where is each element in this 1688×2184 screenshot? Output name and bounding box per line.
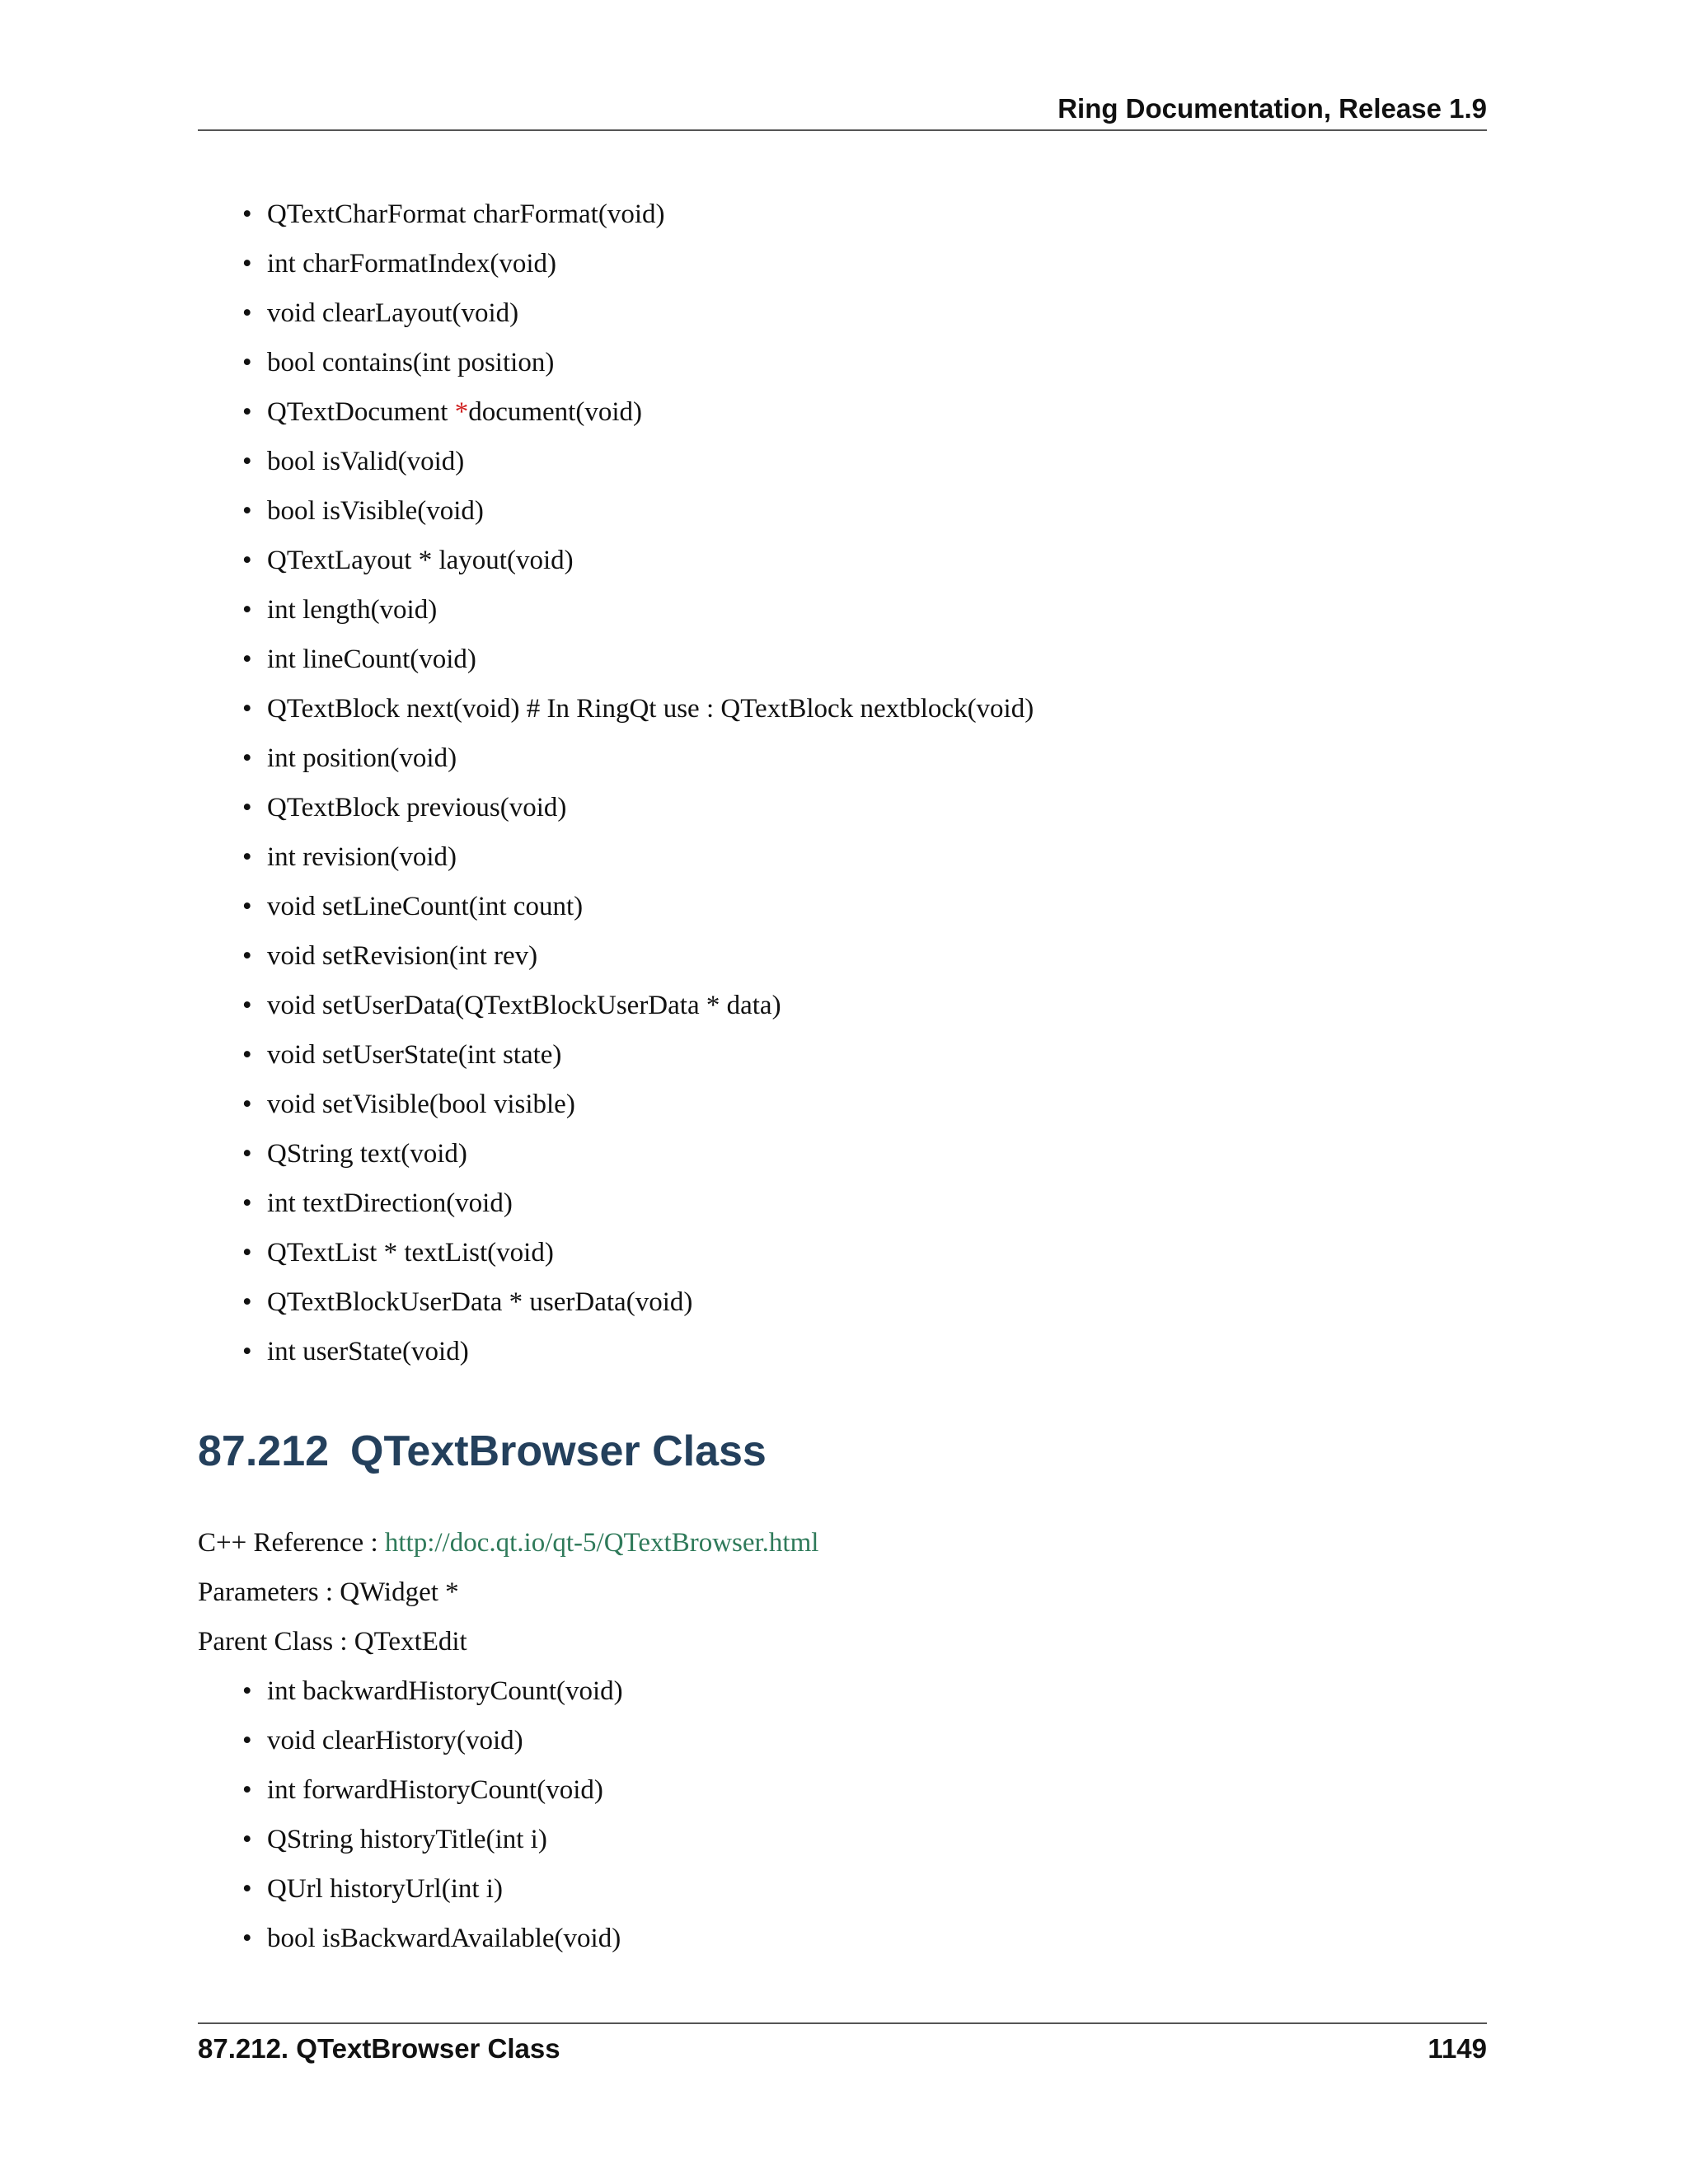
bullet-icon: • xyxy=(242,1337,252,1366)
footer-divider xyxy=(198,2022,1487,2024)
list-item-text: bool isValid(void) xyxy=(267,447,465,476)
list-item xyxy=(242,742,1479,791)
list-item-text: bool isVisible(void) xyxy=(267,496,484,526)
list-item-text: int userState(void) xyxy=(267,1337,469,1366)
bullet-icon: • xyxy=(242,1676,252,1706)
bullet-icon: • xyxy=(242,249,252,279)
list-item xyxy=(242,494,1479,544)
list-item-text: QString text(void) xyxy=(267,1139,467,1169)
bullet-icon: • xyxy=(242,546,252,575)
section-title: QTextBrowser Class xyxy=(350,1427,767,1475)
bullet-icon: • xyxy=(242,1775,252,1805)
section-number: 87.212 xyxy=(198,1427,330,1475)
bullet-icon: • xyxy=(242,892,252,921)
list-item-text: QTextDocument *document(void) xyxy=(267,397,642,427)
list-item xyxy=(242,1236,1479,1286)
list-item xyxy=(242,593,1479,643)
list-item xyxy=(242,1872,1479,1922)
bullet-icon: • xyxy=(242,793,252,823)
cpp-reference-link[interactable]: http://doc.qt.io/qt-5/QTextBrowser.html xyxy=(384,1528,819,1558)
section-heading xyxy=(198,1426,767,1477)
list-item xyxy=(242,940,1479,989)
bullet-icon: • xyxy=(242,644,252,674)
bullet-icon: • xyxy=(242,1090,252,1119)
list-item xyxy=(242,1675,1479,1724)
list-item xyxy=(242,1922,1479,1971)
list-item-text: void clearHistory(void) xyxy=(267,1726,523,1755)
bullet-icon: • xyxy=(242,348,252,377)
list-item xyxy=(242,396,1479,445)
bullet-icon: • xyxy=(242,1924,252,1953)
list-item-text: bool contains(int position) xyxy=(267,348,555,377)
list-item-text: QTextBlock previous(void) xyxy=(267,793,567,823)
list-item xyxy=(242,692,1479,742)
page-number: 1149 xyxy=(1428,2033,1487,2064)
list-item-text: void setRevision(int rev) xyxy=(267,941,538,971)
list-item xyxy=(242,297,1479,346)
list-item xyxy=(242,544,1479,593)
header-divider xyxy=(198,129,1487,131)
bullet-icon: • xyxy=(242,694,252,724)
list-item xyxy=(242,445,1479,494)
bullet-icon: • xyxy=(242,1139,252,1169)
method-list-qtextblock xyxy=(242,198,1479,1385)
list-item-text: int forwardHistoryCount(void) xyxy=(267,1775,603,1805)
bullet-icon: • xyxy=(242,298,252,328)
list-item xyxy=(242,1335,1479,1385)
list-item-text: int textDirection(void) xyxy=(267,1188,513,1218)
list-item-text: void setUserData(QTextBlockUserData * data) xyxy=(267,991,781,1020)
list-item-text: QTextCharFormat charFormat(void) xyxy=(267,199,665,229)
bullet-icon: • xyxy=(242,447,252,476)
list-item-text: int lineCount(void) xyxy=(267,644,476,674)
bullet-icon: • xyxy=(242,1287,252,1317)
cpp-reference-label: C++ Reference : xyxy=(198,1528,385,1558)
list-item xyxy=(242,346,1479,396)
list-item-text: int charFormatIndex(void) xyxy=(267,249,556,279)
bullet-icon: • xyxy=(242,941,252,971)
method-list-qtextbrowser xyxy=(242,1675,1479,1971)
list-item-text: int backwardHistoryCount(void) xyxy=(267,1676,623,1706)
parameters-line: Parameters : QWidget * xyxy=(198,1577,459,1607)
bullet-icon: • xyxy=(242,1726,252,1755)
list-item-text: QTextBlockUserData * userData(void) xyxy=(267,1287,693,1317)
parent-class-line: Parent Class : QTextEdit xyxy=(198,1627,467,1657)
bullet-icon: • xyxy=(242,1825,252,1854)
bullet-icon: • xyxy=(242,1238,252,1268)
list-item-text: QString historyTitle(int i) xyxy=(267,1825,547,1854)
list-item-text: QTextList * textList(void) xyxy=(267,1238,554,1268)
list-item-text: bool isBackwardAvailable(void) xyxy=(267,1924,621,1953)
list-item xyxy=(242,1724,1479,1774)
list-item-text: int length(void) xyxy=(267,595,438,625)
list-item-text: int revision(void) xyxy=(267,842,457,872)
list-item xyxy=(242,1187,1479,1236)
list-item-text: QUrl historyUrl(int i) xyxy=(267,1874,503,1904)
list-item xyxy=(242,247,1479,297)
bullet-icon: • xyxy=(242,199,252,229)
list-item xyxy=(242,791,1479,841)
list-item-text: QTextLayout * layout(void) xyxy=(267,546,574,575)
list-item-text: QTextBlock next(void) # In RingQt use : QTextBlock nextblock(void) xyxy=(267,694,1034,724)
footer-section: 87.212. QTextBrowser Class xyxy=(198,2033,560,2064)
bullet-icon: • xyxy=(242,991,252,1020)
list-item xyxy=(242,890,1479,940)
list-item xyxy=(242,1774,1479,1823)
bullet-icon: • xyxy=(242,496,252,526)
cpp-reference-line xyxy=(198,1526,818,1559)
list-item xyxy=(242,1038,1479,1088)
list-item xyxy=(242,1137,1479,1187)
bullet-icon: • xyxy=(242,397,252,427)
list-item-text: int position(void) xyxy=(267,743,457,773)
bullet-icon: • xyxy=(242,842,252,872)
list-item xyxy=(242,198,1479,247)
list-item-text: void setUserState(int state) xyxy=(267,1040,562,1070)
bullet-icon: • xyxy=(242,743,252,773)
bullet-icon: • xyxy=(242,1874,252,1904)
list-item xyxy=(242,643,1479,692)
list-item-text: void setLineCount(int count) xyxy=(267,892,584,921)
list-item xyxy=(242,841,1479,890)
bullet-icon: • xyxy=(242,595,252,625)
bullet-icon: • xyxy=(242,1188,252,1218)
list-item xyxy=(242,1823,1479,1872)
bullet-icon: • xyxy=(242,1040,252,1070)
list-item-text: void clearLayout(void) xyxy=(267,298,519,328)
list-item xyxy=(242,1088,1479,1137)
list-item-text: void setVisible(bool visible) xyxy=(267,1090,575,1119)
list-item xyxy=(242,989,1479,1038)
page-header-title: Ring Documentation, Release 1.9 xyxy=(1057,93,1487,124)
list-item xyxy=(242,1286,1479,1335)
